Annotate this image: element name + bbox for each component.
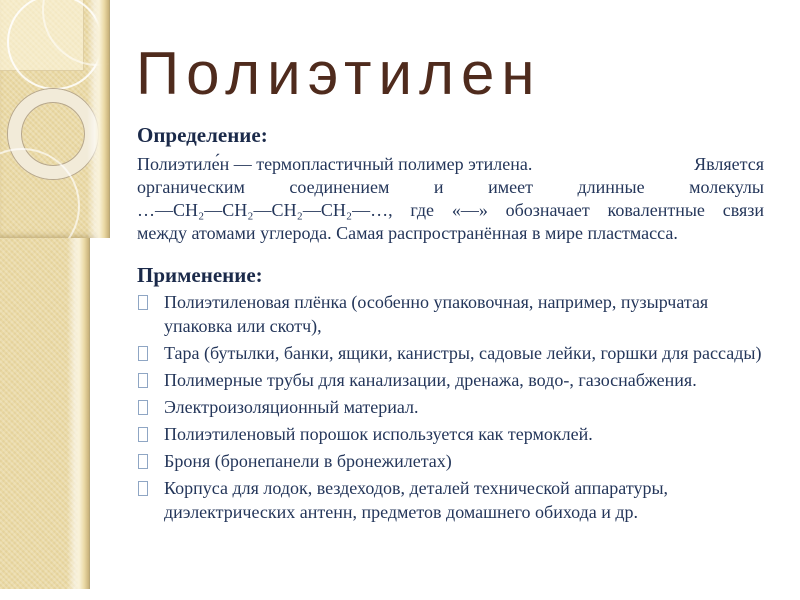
bullet-box-icon [138, 427, 148, 442]
definition-line: органическим соединением и имеет длинные молекулы [137, 177, 764, 197]
sidebar-ornament-block [0, 0, 110, 238]
list-item [137, 476, 769, 524]
list-item [137, 422, 769, 446]
bullet-box-icon [138, 400, 148, 415]
list-item [137, 368, 769, 392]
bullet-box-icon [138, 481, 148, 496]
list-item-text: Тара (бутылки, банки, ящики, канистры, садовые лейки, горшки для рассады) [164, 343, 762, 363]
list-item-text: Полиэтиленовый порошок используется как термоклей. [164, 424, 593, 444]
definition-line [137, 153, 764, 176]
list-item-text: Броня (бронепанели в бронежилетах) [164, 451, 452, 471]
list-item-text: Полиэтиленовая плёнка (особенно упаковочная, например, пузырчатая упаковка или скотч), [164, 292, 709, 336]
list-item-text: Электроизоляционный материал. [164, 397, 419, 417]
sidebar-strip [0, 238, 90, 589]
list-item [137, 290, 769, 338]
sidebar-edge-highlight [67, 238, 89, 589]
definition-line-right: Является [694, 154, 764, 174]
bullet-box-icon [138, 346, 148, 361]
list-item [137, 449, 769, 473]
list-item [137, 341, 769, 365]
definition-line: между атомами углерода. Самая распространённая в мире пластмасса. [137, 223, 678, 243]
sidebar-edge-highlight [87, 0, 109, 238]
application-list [137, 290, 769, 527]
definition-heading: Определение: [137, 123, 268, 147]
definition-line: …—CH₂—CH₂—CH₂—CH₂—…, где «—» обозначает ковалентные связи [137, 200, 764, 220]
bullet-box-icon [138, 295, 148, 310]
slide-title: Полиэтилен [136, 40, 542, 107]
list-item [137, 395, 769, 419]
list-item-text: Полимерные трубы для канализации, дренажа, водо-, газоснабжения. [164, 370, 697, 390]
definition-paragraph [137, 153, 764, 245]
application-heading: Применение: [137, 263, 263, 287]
bullet-box-icon [138, 454, 148, 469]
bullet-box-icon [138, 373, 148, 388]
definition-line-left: Полиэтиле́н — термопластичный полимер этилена. [137, 154, 533, 174]
list-item-text: Корпуса для лодок, вездеходов, деталей технической аппаратуры, диэлектрических антенн, предметов домашнего обихода и др. [164, 478, 669, 522]
